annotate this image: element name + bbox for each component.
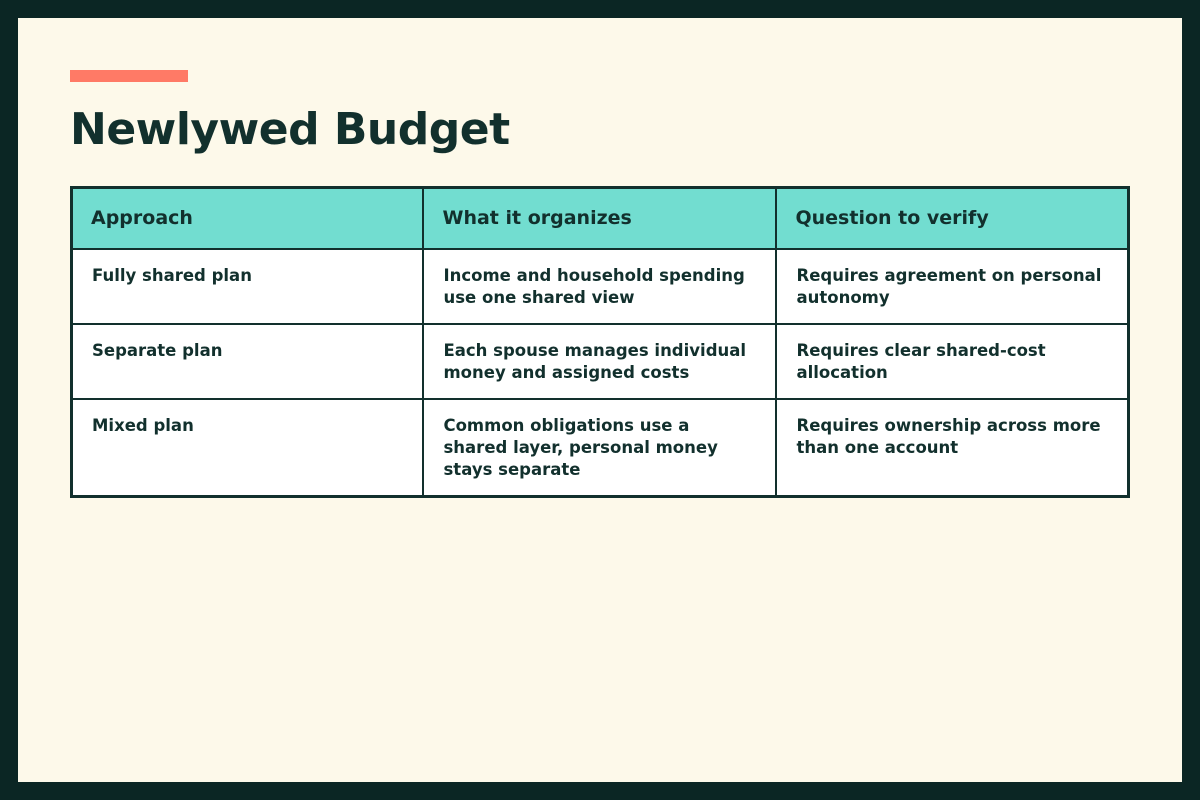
- table-row: [72, 324, 1129, 399]
- title-accent-bar: [70, 70, 188, 82]
- slide-canvas: [18, 18, 1182, 782]
- budget-table-container: [70, 186, 1130, 498]
- cell-question-to-verify: Requires ownership across more than one account: [776, 399, 1128, 497]
- header-what-it-organizes: What it organizes: [423, 188, 776, 249]
- cell-question-to-verify: Requires agreement on personal autonomy: [776, 249, 1128, 324]
- table-row: [72, 399, 1129, 497]
- cell-what-it-organizes: Common obligations use a shared layer, personal money stays separate: [423, 399, 776, 497]
- header-approach: Approach: [72, 188, 424, 249]
- header-question-to-verify: Question to verify: [776, 188, 1128, 249]
- cell-what-it-organizes: Income and household spending use one shared view: [423, 249, 776, 324]
- cell-what-it-organizes: Each spouse manages individual money and assigned costs: [423, 324, 776, 399]
- page-title: Newlywed Budget: [70, 104, 510, 155]
- cell-question-to-verify: Requires clear shared-cost allocation: [776, 324, 1128, 399]
- table-header-row: [72, 188, 1129, 249]
- cell-approach: Fully shared plan: [72, 249, 424, 324]
- budget-approach-table: [70, 186, 1130, 498]
- table-row: [72, 249, 1129, 324]
- cell-approach: Separate plan: [72, 324, 424, 399]
- cell-approach: Mixed plan: [72, 399, 424, 497]
